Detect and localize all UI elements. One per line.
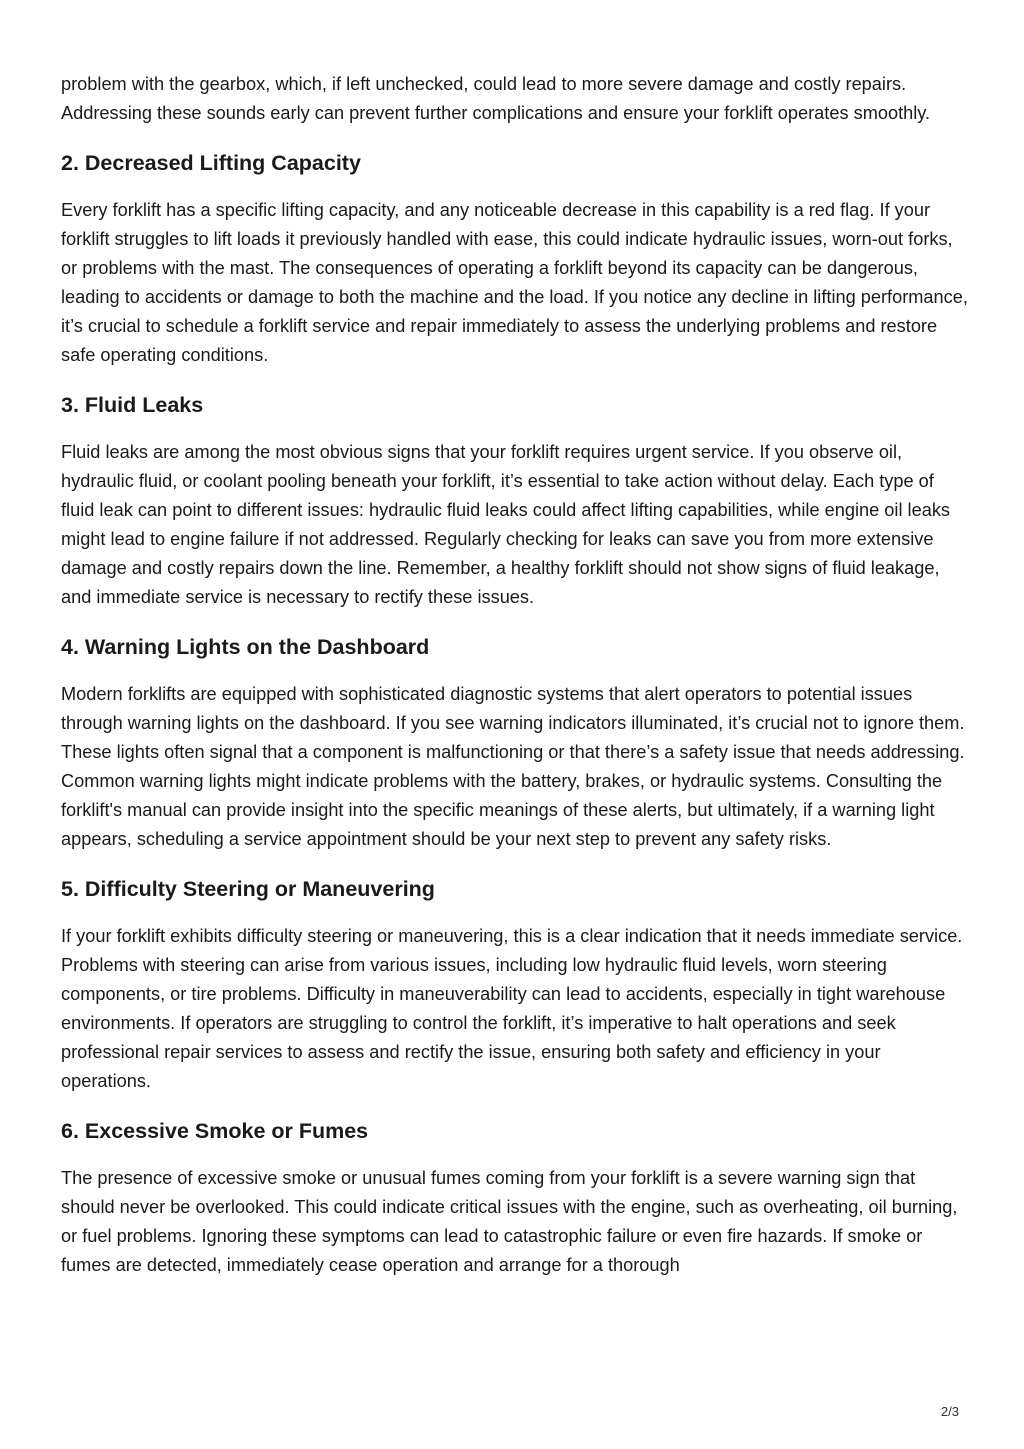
section-heading-decreased-lifting-capacity: 2. Decreased Lifting Capacity (61, 151, 361, 175)
intro-paragraph: problem with the gearbox, which, if left unchecked, could lead to more severe damage and costly repairs. Addressing these sounds early can prevent further complications and ensure your forklift operates smoothly. (61, 74, 931, 123)
section-heading-fluid-leaks: 3. Fluid Leaks (61, 393, 204, 417)
section-body-warning-lights: Modern forklifts are equipped with sophisticated diagnostic systems that alert operators to potential issues through warning lights on the dashboard. If you see warning indicators illuminated, it’s crucial not to ignore them. These lights often signal that a component is malfunctioning or that there’s a safety issue that needs addressing. Common warning lights might indicate problems with the battery, brakes, or hydraulic systems. Consulting the forklift's manual can provide insight into the specific meanings of these alerts, but ultimately, if a warning light appears, scheduling a service appointment should be your next step to prevent any safety risks. (61, 684, 965, 849)
page-number: 2/3 (940, 1404, 959, 1419)
document-page (61, 70, 971, 1280)
section-body-decreased-lifting-capacity: Every forklift has a specific lifting capacity, and any noticeable decrease in this capability is a red flag. If your forklift struggles to lift loads it previously handled with ease, this could indicate hydraulic issues, worn-out forks, or problems with the mast. The consequences of operating a forklift beyond its capacity can be dangerous, leading to accidents or damage to both the machine and the load. If you notice any decline in lifting performance, it’s crucial to schedule a forklift service and repair immediately to assess the underlying problems and restore safe operating conditions. (61, 200, 968, 365)
section-body-excessive-smoke: The presence of excessive smoke or unusual fumes coming from your forklift is a severe warning sign that should never be overlooked. This could indicate critical issues with the engine, such as overheating, oil burning, or fuel problems. Ignoring these symptoms can lead to catastrophic failure or even fire hazards. If smoke or fumes are detected, immediately cease operation and arrange for a thorough (61, 1168, 958, 1275)
section-body-difficulty-steering: If your forklift exhibits difficulty steering or maneuvering, this is a clear indication that it needs immediate service. Problems with steering can arise from various issues, including low hydraulic fluid levels, worn steering components, or tire problems. Difficulty in maneuverability can lead to accidents, especially in tight warehouse environments. If operators are struggling to control the forklift, it’s imperative to halt operations and seek professional repair services to assess and rectify the issue, ensuring both safety and efficiency in your operations. (61, 926, 963, 1091)
section-heading-difficulty-steering: 5. Difficulty Steering or Maneuvering (61, 877, 435, 901)
section-heading-warning-lights: 4. Warning Lights on the Dashboard (61, 635, 430, 659)
section-body-fluid-leaks: Fluid leaks are among the most obvious signs that your forklift requires urgent service. If you observe oil, hydraulic fluid, or coolant pooling beneath your forklift, it’s essential to take action without delay. Each type of fluid leak can point to different issues: hydraulic fluid leaks could affect lifting capabilities, while engine oil leaks might lead to engine failure if not addressed. Regularly checking for leaks can save you from more extensive damage and costly repairs down the line. Remember, a healthy forklift should not show signs of fluid leakage, and immediate service is necessary to rectify these issues. (61, 442, 951, 607)
section-heading-excessive-smoke: 6. Excessive Smoke or Fumes (61, 1119, 369, 1143)
